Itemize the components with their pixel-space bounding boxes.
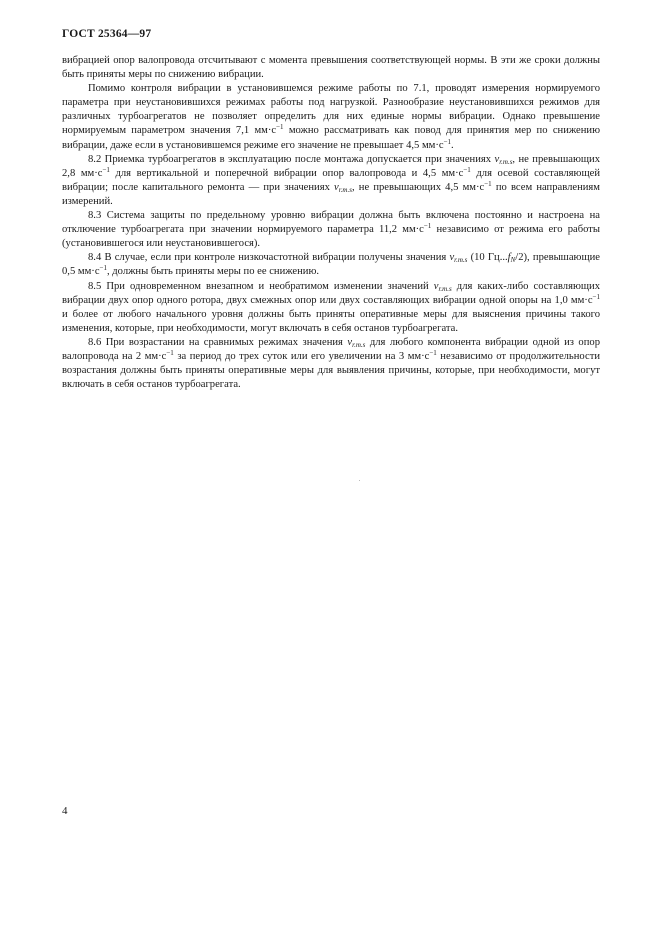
page-number: 4 xyxy=(62,805,68,817)
paragraph-continuation: вибрацией опор валопровода отсчитывают с момента превышения соответствующей нормы. В эти же сроки должны быть приняты меры по снижению вибрации. xyxy=(62,55,600,81)
paragraph-8-4: 8.4 В случае, если при контроле низкочастотной вибрации получены значения $v_{r.m.s}$ (10 $Гц...f_N/2$), превышающие 0,5 $мм\cdot с^{-1}$, должны быть приняты меры по ее снижению. xyxy=(62,252,600,278)
paragraph-unsteady-modes: Помимо контроля вибрации в установившемся режиме работы по 7.1, проводят измерения нормируемого параметра при неустановившихся режимах работы под нагрузкой. Разнообразие неустановившихся режимов для различных турбоагрегатов не позволяет определить для них единые нормы вибрации. Однако превышение нормируемым параметром значения 7,1 $мм\cdot с^{-1}$ можно рассматривать как повод для принятия мер по снижению вибрации, даже если в установившемся режиме его значение не превышает 4,5 $мм\cdot с^{-1}$. xyxy=(62,83,600,151)
paragraph-8-2: 8.2 Приемка турбоагрегатов в эксплуатацию после монтажа допускается при значениях $v_{r.m.s}$, не превышающих 2,8 $мм\cdot с^{-1}$ для вертикальной и поперечной вибрации опор валопровода и 4,5 $мм\cdot с^{-1}$ для осевой составляющей вибрации; после капитального ремонта — при значениях $v_{r.m.s}$, не превышающих 4,5 $мм\cdot с^{-1}$ по всем направлениям измерений. xyxy=(62,153,600,207)
document-header: ГОСТ 25364—97 xyxy=(62,28,152,40)
speck xyxy=(359,480,360,481)
paragraph-8-6: 8.6 При возрастании на сравнимых режимах значения $v_{r.m.s}$ для любого компонента вибрации одной из опор валопровода на 2 $мм\cdot с^{-1}$ за период до трех суток или его увеличении на 3 $мм\cdot с^{-1}$ независимо от продолжительности возрастания должны быть приняты оперативные меры для выявления причины, которые, при необходимости, могут включать в себя останов турбоагрегата. xyxy=(62,336,600,391)
document-body xyxy=(62,54,600,392)
paragraph-8-3: 8.3 Система защиты по предельному уровню вибрации должна быть включена постоянно и настроена на отключение турбоагрегата при значении нормируемого параметра 11,2 $мм\cdot с^{-1}$ независимо от режима его работы (установившегося или неустановившегося). xyxy=(62,210,600,250)
paragraph-8-5: 8.5 При одновременном внезапном и необратимом изменении значений $v_{r.m.s}$ для каких-либо составляющих вибрации двух опор одного ротора, двух смежных опор или двух составляющих вибрации одной опоры на 1,0 $мм\cdot с^{-1}$ и более от любого начального уровня должны быть приняты оперативные меры для выяснения причины такого изменения, которые, при необходимости, могут включать в себя останов турбоагрегата. xyxy=(62,280,600,334)
